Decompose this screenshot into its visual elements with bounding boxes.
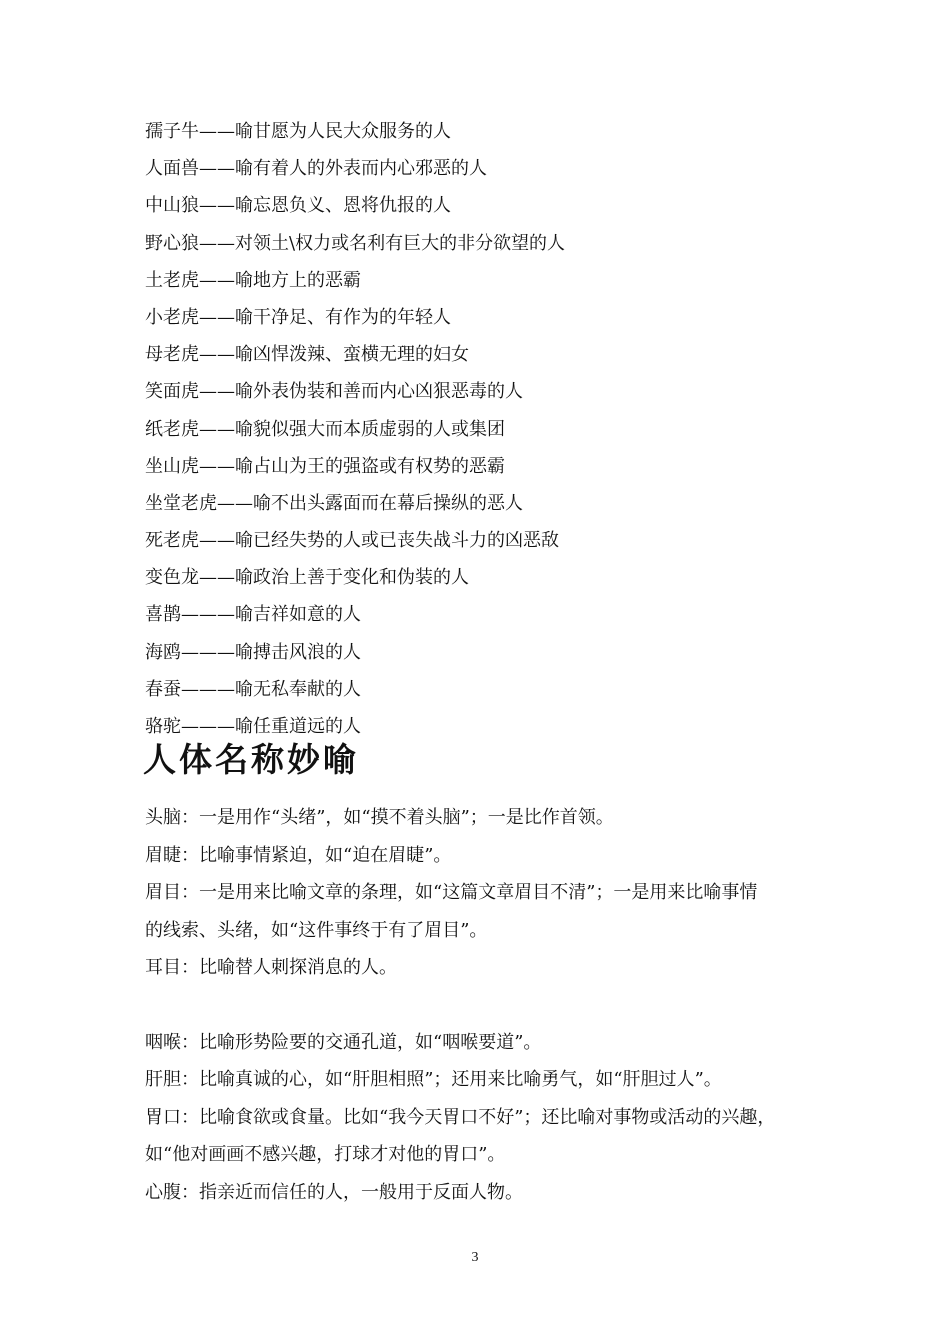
list-item: 变色龙——喻政治上善于变化和伪装的人 [145,567,469,589]
entry-text: 眉睫：比喻事情紧迫，如“迫在眉睫”。 [145,844,452,866]
blank-line [145,987,810,1024]
list-item: 母老虎——喻凶悍泼辣、蛮横无理的妇女 [145,344,469,366]
list-item: 坐堂老虎——喻不出头露面而在幕后操纵的恶人 [145,492,523,514]
list-item: 笑面虎——喻外表伪装和善而内心凶狠恶毒的人 [145,381,523,403]
animal-metaphor-list [145,117,825,749]
entry-text: 胃口：比喻食欲或食量。比如“我今天胃口不好”；还比喻对事物或活动的兴趣， [145,1106,776,1128]
definition-entry [145,1174,810,1212]
section-heading: 人体名称妙喻 [143,740,359,779]
definition-entry [145,1024,810,1062]
list-item: 孺子牛——喻甘愿为人民大众服务的人 [145,121,451,142]
list-item: 春蚕———喻无私奉献的人 [145,678,361,700]
definition-entry [145,1061,810,1099]
entry-text: 眉目：一是用来比喻文章的条理，如“这篇文章眉目不清”；一是用来比喻事情 [145,882,758,903]
entry-continuation: 如“他对画画不感兴趣，打球才对他的胃口”。 [145,1144,506,1165]
list-item: 死老虎——喻已经失势的人或已丧失战斗力的凶恶敌 [145,530,559,552]
page-number: 3 [471,1250,479,1265]
definition-entry [145,799,810,837]
body-metaphor-list [145,799,810,1211]
list-item: 野心狼——对领土\权力或名利有巨大的非分欲望的人 [145,232,566,254]
entry-continuation: 的线索、头绪，如“这件事终于有了眉目”。 [145,919,488,941]
list-item: 坐山虎——喻占山为王的强盗或有权势的恶霸 [145,455,505,477]
list-item: 海鸥———喻搏击风浪的人 [145,641,361,663]
definition-entry [145,837,810,875]
list-item: 骆驼———喻任重道远的人 [145,716,361,737]
list-item: 喜鹊———喻吉祥如意的人 [145,604,361,626]
definition-entry [145,874,810,949]
definition-entry [145,949,810,987]
definition-entry [145,1099,810,1174]
list-item: 中山狼——喻忘恩负义、恩将仇报的人 [145,195,451,217]
list-item: 纸老虎——喻貌似强大而本质虚弱的人或集团 [145,418,505,440]
list-item: 小老虎——喻干净足、有作为的年轻人 [145,306,451,328]
list-item: 土老虎——喻地方上的恶霸 [145,269,361,291]
entry-text: 头脑：一是用作“头绪”，如“摸不着头脑”；一是比作首领。 [145,807,614,828]
entry-text: 耳目：比喻替人刺探消息的人。 [145,957,397,978]
list-item: 人面兽——喻有着人的外表而内心邪恶的人 [145,158,487,180]
entry-text: 肝胆：比喻真诚的心，如“肝胆相照”；还用来比喻勇气，如“肝胆过人”。 [145,1069,722,1090]
entry-text: 心腹：指亲近而信任的人，一般用于反面人物。 [145,1181,523,1203]
entry-text: 咽喉：比喻形势险要的交通孔道，如“咽喉要道”。 [145,1031,542,1053]
